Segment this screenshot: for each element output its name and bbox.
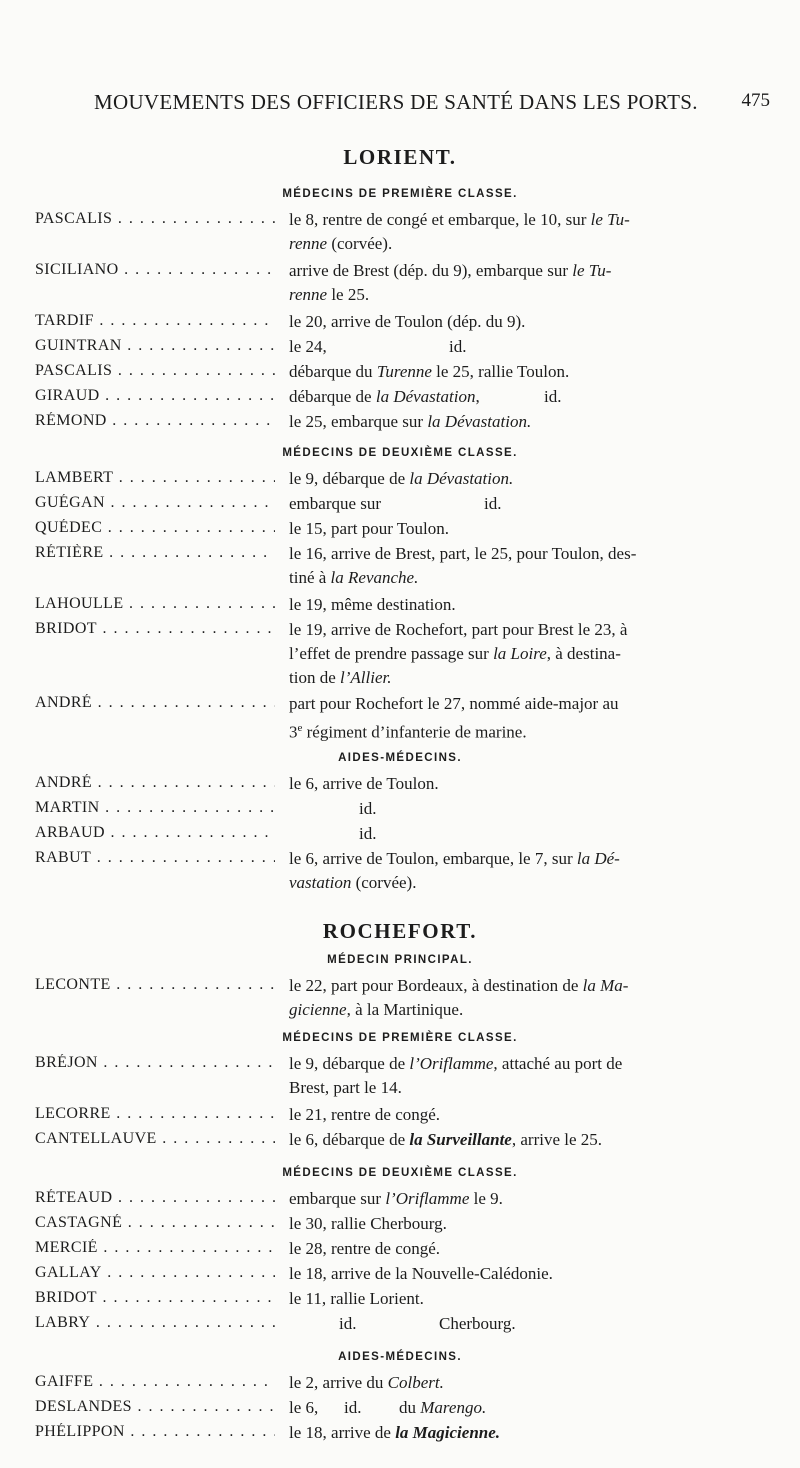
subheading-rochefort-aides-medecins: AIDES-MÉDECINS. xyxy=(338,1351,462,1363)
movement-entry: embarque sur id. xyxy=(289,494,502,513)
movement-entry: le 18, arrive de la Nouvelle-Calédonie. xyxy=(289,1264,553,1283)
movement-entry: le 9, débarque de l’Oriflamme, attaché au port de Brest, part le 14. xyxy=(289,1054,623,1097)
movement-entry: le 6, débarque de la Surveillante, arrive le 25. xyxy=(289,1130,603,1149)
movement-entry: débarque du Turenne le 25, rallie Toulon. xyxy=(289,362,570,381)
movement-entry: le 16, arrive de Brest, part, le 25, pour Toulon, des- tiné à la Revanche. xyxy=(289,544,637,587)
movement-entry: id. xyxy=(359,824,377,843)
officer-name: BRÉJON . . . xyxy=(35,1054,275,1072)
movement-entry: le 20, arrive de Toulon (dép. du 9). xyxy=(289,312,526,331)
officer-name: PASCALIS . . . xyxy=(35,362,275,380)
movement-entry: part pour Rochefort le 27, nommé aide-major au 3e régiment d’infanterie de marine. xyxy=(289,694,619,742)
officer-name: RÉMOND . . . xyxy=(35,412,275,430)
running-head xyxy=(88,90,770,120)
subheading-lorient-medecins-premiere: MÉDECINS DE PREMIÈRE CLASSE. xyxy=(282,188,518,200)
section-title-lorient: LORIENT. xyxy=(343,145,457,169)
officer-name: LECORRE . . . xyxy=(35,1105,275,1123)
officer-name: RÉTIÈRE . . . xyxy=(35,544,275,562)
officer-name: ARBAUD . . . xyxy=(35,824,275,842)
officer-name: GAIFFE . . . xyxy=(35,1373,275,1391)
movement-entry: le 6, id. du Marengo. xyxy=(289,1398,487,1417)
officer-name: QUÉDEC . . . xyxy=(35,519,275,537)
officer-name: CASTAGNÉ . . . xyxy=(35,1214,275,1232)
officer-name: GIRAUD . . . xyxy=(35,387,275,405)
running-title: MOUVEMENTS DES OFFICIERS DE SANTÉ DANS LES PORTS. xyxy=(94,90,698,114)
movement-entry: débarque de la Dévastation, id. xyxy=(289,387,562,406)
movement-entry: le 6, arrive de Toulon. xyxy=(289,774,439,793)
officer-name: CANTELLAUVE . . . xyxy=(35,1130,275,1148)
officer-name: LECONTE . . . xyxy=(35,976,275,994)
officer-name: PASCALIS . . . xyxy=(35,210,275,228)
officer-name: ANDRÉ . . . xyxy=(35,694,275,712)
movement-entry: le 24, id. xyxy=(289,337,467,356)
subheading-lorient-medecins-deuxieme: MÉDECINS DE DEUXIÈME CLASSE. xyxy=(282,447,518,459)
subheading-rochefort-medecins-premiere: MÉDECINS DE PREMIÈRE CLASSE. xyxy=(282,1032,518,1044)
movement-entry: le 19, même destination. xyxy=(289,595,456,614)
movement-entry: id. xyxy=(359,799,377,818)
officer-name: BRIDOT . . . xyxy=(35,620,275,638)
subheading-rochefort-medecin-principal: MÉDECIN PRINCIPAL. xyxy=(327,954,473,966)
movement-entry: le 11, rallie Lorient. xyxy=(289,1289,424,1308)
officer-name: MERCIÉ . . . xyxy=(35,1239,275,1257)
movement-entry: le 2, arrive du Colbert. xyxy=(289,1373,444,1392)
officer-name: LAHOULLE . . . xyxy=(35,595,275,613)
movement-entry: arrive de Brest (dép. du 9), embarque sur le Tu- renne le 25. xyxy=(289,261,612,304)
movement-entry: le 19, arrive de Rochefort, part pour Brest le 23, à l’effet de prendre passage sur la Loire, à destina- tion de l’Allier. xyxy=(289,620,628,687)
officer-name: TARDIF . . . xyxy=(35,312,275,330)
officer-name: BRIDOT . . . xyxy=(35,1289,275,1307)
movement-entry: le 25, embarque sur la Dévastation. xyxy=(289,412,532,431)
movement-entry: le 28, rentre de congé. xyxy=(289,1239,441,1258)
movement-entry: le 18, arrive de la Magicienne. xyxy=(289,1423,501,1442)
officer-name: GALLAY . . . xyxy=(35,1264,275,1282)
section-title-rochefort: ROCHEFORT. xyxy=(322,919,478,943)
officer-name: RABUT . . . xyxy=(35,849,275,867)
subheading-rochefort-medecins-deuxieme: MÉDECINS DE DEUXIÈME CLASSE. xyxy=(282,1167,518,1179)
officer-name: ANDRÉ . . . xyxy=(35,774,275,792)
movement-entry: le 9, débarque de la Dévastation. xyxy=(289,469,514,488)
movement-entry: id. Cherbourg. xyxy=(339,1314,516,1333)
officer-name: SICILIANO . . . xyxy=(35,261,275,279)
officer-name: DESLANDES . . . xyxy=(35,1398,275,1416)
movement-entry: le 6, arrive de Toulon, embarque, le 7, sur la Dé- vastation (corvée). xyxy=(289,849,620,892)
movement-entry: le 15, part pour Toulon. xyxy=(289,519,449,538)
page-number: 475 xyxy=(741,90,770,111)
officer-name: PHÉLIPPON . . . xyxy=(35,1423,275,1441)
officer-name: LABRY . . . xyxy=(35,1314,275,1332)
officer-name: LAMBERT . . . xyxy=(35,469,275,487)
movement-entry: le 21, rentre de congé. xyxy=(289,1105,441,1124)
movement-entry: embarque sur l’Oriflamme le 9. xyxy=(289,1189,503,1208)
movement-entry: le 22, part pour Bordeaux, à destination de la Ma- gicienne, à la Martinique. xyxy=(289,976,629,1019)
officer-name: MARTIN . . . xyxy=(35,799,275,817)
officer-name: GUINTRAN . . . xyxy=(35,337,275,355)
movement-entry: le 8, rentre de congé et embarque, le 10, sur le Tu- renne (corvée). xyxy=(289,210,630,253)
movement-entry: le 30, rallie Cherbourg. xyxy=(289,1214,447,1233)
subheading-lorient-aides-medecins: AIDES-MÉDECINS. xyxy=(338,752,462,764)
officer-name: RÉTEAUD . . . xyxy=(35,1189,275,1207)
officer-name: GUÉGAN . . . xyxy=(35,494,275,512)
